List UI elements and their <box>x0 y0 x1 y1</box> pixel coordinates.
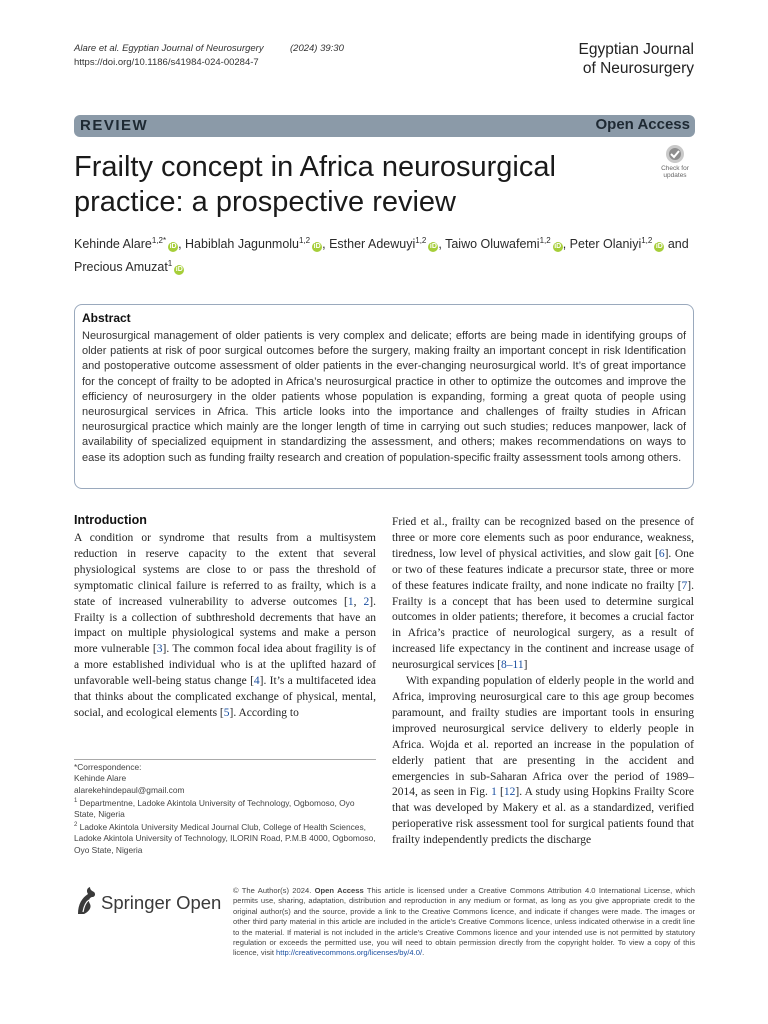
author-name[interactable]: Taiwo Oluwafemi <box>445 237 540 252</box>
paragraph <box>392 674 694 849</box>
body-text: ]. It’s a multifaceted idea that thinks about the complicated exchange of physical, mental, social, and ecological elements [ <box>74 675 376 719</box>
journal-name <box>579 40 694 78</box>
citation-link[interactable]: 8–11 <box>501 659 524 672</box>
body-text: With expanding population of elderly people in the world and Africa, improving neurosurgical care to this age group becomes paramount, and frailty studies are important tools in ensuring improved neurosurgical service delivery to elderly people in Africa. Wojda et al. reported an increase in the population of elderly patient that are presenting in the accident and emergencies in sub-Saharan Africa over the period of 1989–2014, as seen in Fig. <box>392 675 694 799</box>
license-body: This article is licensed under a Creative Commons Attribution 4.0 International License, which permits use, sharing, adaptation, distribution and reproduction in any medium or format, as long as you give appropriate credit to the original author(s) and the source, provide a link to the Creative Commons licence, and indicate if changes were made. The images or other third party material in this article are included in the article’s Creative Commons licence, unless indicated otherwise in a credit line to the material. If material is not included in the article’s Creative Commons licence and your intended use is not permitted by statutory regulation or exceeds the permitted use, you will need to obtain permission directly from the copyright holder. To view a copy of this licence, visit <box>233 886 695 958</box>
license-link[interactable]: http://creativecommons.org/licenses/by/4.0/ <box>276 948 423 958</box>
affiliation-1 <box>74 796 376 820</box>
author-list: Kehinde Alare$^{1,2*}$iD , Habiblah Jagunmolu$^{1,2}$iD , Esther Adewuyi$^{1,2}$iD , Taiwo Oluwafemi$^{1,2}$iD , Peter Olaniyi$^{1,2}$iD and Precious Amuzat$^1$iD <box>74 236 689 275</box>
body-text: ]. The common focal idea about fragility is of a more established individual who is at the uplifted hazard of unfavorable well-being status change [ <box>74 643 376 688</box>
author-affiliation-sup: 1 <box>167 259 173 269</box>
citation-link[interactable]: 7 <box>681 579 688 592</box>
body-text: ]. Frailty is a collection of subthreshold decrements that have an impact on multiple physiological systems and make a person more vulnerable [ <box>74 595 376 656</box>
article-title: Frailty concept in Africa neurosurgical practice: a prospective review <box>74 151 556 218</box>
body-text: ]. According to <box>229 706 299 719</box>
affiliation-text: Departmentne, Ladoke Akintola University of Technology, Ogbomoso, Oyo State, Nigeria <box>74 797 355 819</box>
citation-link[interactable]: 5 <box>223 706 230 719</box>
body-column-left <box>74 531 376 722</box>
author-name[interactable]: Precious Amuzat <box>74 260 168 275</box>
citation-header <box>74 42 344 70</box>
paragraph <box>392 515 694 674</box>
body-text: Fried et al., frailty can be recognized based on the presence of three or more core elements such as poor endurance, weakness, tiredness, low level of physical activities, and slow gait [ <box>392 516 694 560</box>
publisher-suffix: Open <box>176 892 222 913</box>
citation-link[interactable]: 12 <box>503 786 516 799</box>
publisher-name: Springer <box>101 892 171 913</box>
body-text: [ <box>496 786 504 799</box>
check-for-updates-icon[interactable] <box>654 142 696 182</box>
citation-journal: Egyptian Journal of Neurosurgery <box>122 43 264 54</box>
doi-link[interactable]: https://doi.org/10.1186/s41984-024-00284-7 <box>74 57 259 68</box>
author-name[interactable]: Peter Olaniyi <box>569 237 642 252</box>
orcid-icon[interactable]: iD <box>169 243 177 251</box>
citation-link[interactable]: 2 <box>363 595 370 608</box>
author-affiliation-sup: 1,2* <box>151 236 167 245</box>
affiliation-text: Ladoke Akintola University Medical Journal Club, College of Health Sciences, Ladoke Akintola University of Technology, ILORIN Road, P.M.B 4000, Ogbomoso, Oyo State, Nigeria <box>74 822 376 855</box>
license-end: . <box>422 948 425 958</box>
publisher-logo <box>101 892 221 914</box>
license-open-access: Open Access <box>314 886 364 895</box>
author-affiliation-sup: 1,2 <box>415 236 427 245</box>
citation-link[interactable]: 3 <box>156 643 163 656</box>
footnote-divider <box>74 759 376 760</box>
abstract-heading: Abstract <box>82 311 131 325</box>
orcid-icon[interactable]: iD <box>313 243 321 251</box>
author-name[interactable]: Kehinde Alare <box>74 237 152 252</box>
body-text: ]. A study using Hopkins Frailty Score that was developed by Makery et al. as a standardized, verified perioperative risk assessment tool for surgical patients found that frailty independently predicts the discharge <box>392 786 694 847</box>
affiliation-number: 1 <box>74 797 78 804</box>
orcid-icon[interactable]: iD <box>655 243 663 251</box>
citation-authors: Alare et al. <box>74 43 120 54</box>
body-text: ] <box>523 659 528 672</box>
article-type-label: REVIEW <box>80 117 149 134</box>
body-text: ]. Frailty is a concept that has been used to determine surgical outcomes in older patients; therefore, it becomes a crucial factor in Africa’s practice of neurological surgery, as a result of increased life expectancy in the continent and increase usage of neurosurgical services [ <box>392 579 694 672</box>
journal-name-line2: of Neurosurgery <box>582 60 694 77</box>
introduction-heading: Introduction <box>74 513 147 527</box>
correspondence-footnote <box>74 762 376 856</box>
copyright: © The Author(s) 2024. <box>233 886 312 895</box>
authors-and: and <box>667 237 689 252</box>
abstract-text: Neurosurgical management of older patients is very complex and delicate; efforts are being made in identifying groups of older patients at risk of poor surgical outcomes before the surgery, making frailty an important concept in risk Identification and postoperative outcome assessment of older patients in the ever-changing neurosurgical world. It’s of great importance for the concept of frailty to be adopted in Africa’s neurosurgical practice in other to optimize the outcomes and improve the efficiency of neurosurgery in the older patients whose population is expanding, forming a great quota of people using neurosurgical services in Africa. This article looks into the importance and challenges of frailty studies in African neurosurgical practice which mainly are the longer length of time in carrying out such studies; reduces manpower, lack of availability of specialized equipment in standardizing the assessment, and others; makes recommendations on ways to ease its adoption such as funding frailty research and creation of population-specific frailty assessment tools among others. <box>82 330 686 464</box>
body-text: , <box>353 595 364 608</box>
author-name[interactable]: Esther Adewuyi <box>329 237 416 252</box>
correspondence-label: *Correspondence: <box>74 762 142 772</box>
author-name[interactable]: Habiblah Jagunmolu <box>185 237 299 252</box>
orcid-icon[interactable]: iD <box>554 243 562 251</box>
citation-link[interactable]: 6 <box>658 547 665 560</box>
author-affiliation-sup: 1,2 <box>299 236 311 245</box>
springer-horse-icon <box>74 886 98 916</box>
citation-link[interactable]: 1 <box>347 595 354 608</box>
check-badge-line2: updates <box>663 172 687 179</box>
license-text <box>233 886 695 959</box>
affiliation-number: 2 <box>74 822 78 829</box>
body-column-right <box>392 515 694 849</box>
author-affiliation-sup: 1,2 <box>539 236 551 245</box>
author-affiliation-sup: 1,2 <box>641 236 653 245</box>
correspondence-email[interactable]: alarekehindepaul@gmail.com <box>74 784 185 795</box>
orcid-icon[interactable]: iD <box>429 243 437 251</box>
affiliation-2 <box>74 820 376 856</box>
orcid-icon[interactable]: iD <box>175 266 183 274</box>
body-text: ]. One or two of these features indicate a precursor state, three or more of these features indicate frailty, and none indicate no frailty [ <box>392 547 694 592</box>
open-access-label: Open Access <box>595 116 690 133</box>
citation-link[interactable]: 4 <box>253 675 260 688</box>
figure-link[interactable]: 1 <box>491 786 497 799</box>
journal-name-line1: Egyptian Journal <box>578 41 694 58</box>
citation-volume: (2024) 39:30 <box>290 43 344 54</box>
correspondence-name: Kehinde Alare <box>74 773 127 784</box>
check-badge-line1: Check for <box>661 165 689 172</box>
body-text: A condition or syndrome that results from a multisystem reduction in reserve capacity to the extent that several physiological systems are close to or pass the threshold of symptomatic clinical failure is referred to as frailty, which is a state of increased vulnerability to adverse outcomes [ <box>74 532 376 608</box>
